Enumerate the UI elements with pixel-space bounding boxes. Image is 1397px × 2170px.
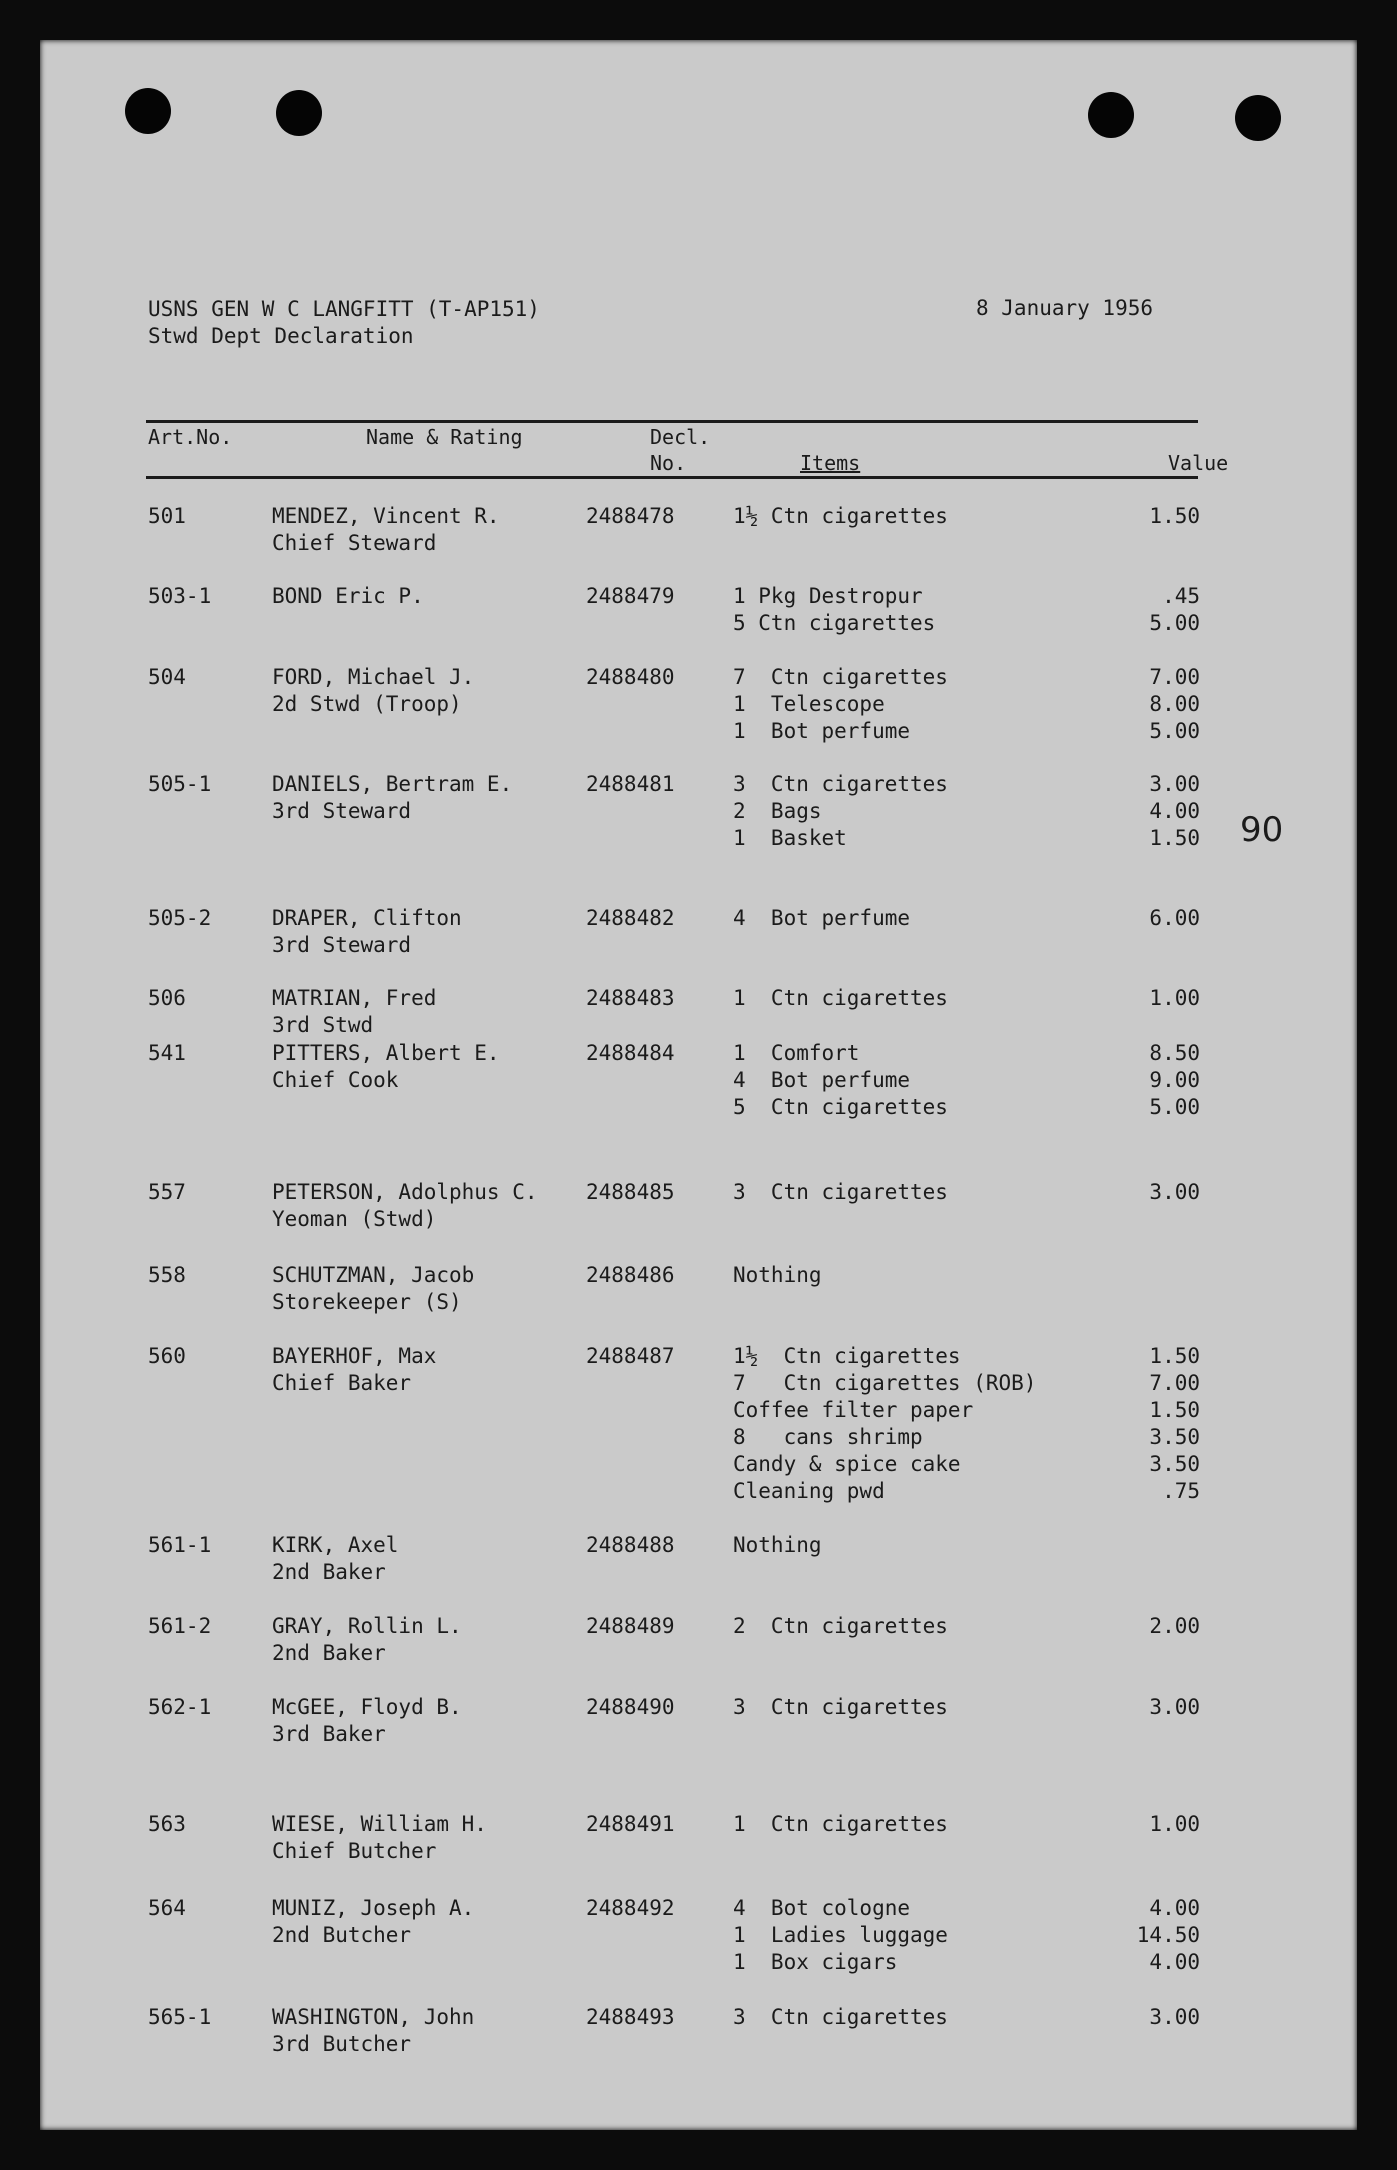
person-rating: 2nd Baker [272,1560,386,1584]
item-value: 3.00 [1149,1180,1200,1204]
art-number: 505-1 [148,772,212,796]
header-rule-bottom [146,476,1198,479]
item-value: 5.00 [1149,719,1200,743]
values-cell [1060,905,1200,932]
name-rating-cell [272,1040,602,1094]
item-value: .75 [1162,1479,1200,1503]
items-cell [733,1262,1173,1289]
name-rating-cell [272,1179,602,1233]
declaration-number: 2488488 [586,1533,675,1557]
person-name: MATRIAN, Fred [272,986,437,1010]
item-line: 4 Bot cologne [733,1896,911,1920]
art-number: 563 [148,1812,186,1836]
item-value: 1.50 [1149,826,1200,850]
declaration-number: 2488490 [586,1695,675,1719]
item-line: 3 Ctn cigarettes [733,772,948,796]
item-value: 1.00 [1149,1812,1200,1836]
art-number: 560 [148,1344,186,1368]
declaration-number: 2488486 [586,1263,675,1287]
values-cell [1060,1694,1200,1721]
person-name: WIESE, William H. [272,1812,487,1836]
values-cell [1060,1040,1200,1121]
item-line: 4 Bot perfume [733,906,911,930]
item-line: Cleaning pwd [733,1479,885,1503]
item-value: 1.50 [1149,1344,1200,1368]
declaration-number: 2488483 [586,986,675,1010]
art-number: 505-2 [148,906,212,930]
declaration-number: 2488492 [586,1896,675,1920]
person-rating: 3rd Stwd [272,1013,374,1037]
art-number: 506 [148,986,186,1010]
item-value: 2.00 [1149,1614,1200,1638]
item-line: Nothing [733,1263,822,1287]
declaration-number: 2488479 [586,584,675,608]
item-line: 3 Ctn cigarettes [733,1695,948,1719]
art-number: 561-1 [148,1533,212,1557]
item-value: 7.00 [1149,1371,1200,1395]
art-number: 541 [148,1041,186,1065]
person-name: KIRK, Axel [272,1533,399,1557]
name-rating-cell [272,771,602,825]
punch-hole [1088,92,1134,138]
person-name: DANIELS, Bertram E. [272,772,513,796]
values-cell [1060,985,1200,1012]
person-name: GRAY, Rollin L. [272,1614,462,1638]
person-name: FORD, Michael J. [272,665,475,689]
name-rating-cell [272,1895,602,1949]
item-line: 8 cans shrimp [733,1425,923,1449]
item-line: Candy & spice cake [733,1452,961,1476]
art-number: 564 [148,1896,186,1920]
item-value: 4.00 [1149,1896,1200,1920]
name-rating-cell [272,1613,602,1667]
name-rating-cell [272,1343,602,1397]
art-number: 501 [148,504,186,528]
item-line: 3 Ctn cigarettes [733,2005,948,2029]
col-items: Items [800,451,861,475]
values-cell [1060,1613,1200,1640]
item-line: 1½ Ctn cigarettes [733,1344,961,1368]
person-name: BOND Eric P. [272,584,424,608]
item-line: Coffee filter paper [733,1398,974,1422]
item-line: 1 Telescope [733,692,885,716]
punch-hole [1235,95,1281,141]
person-rating: Chief Baker [272,1371,412,1395]
person-name: PETERSON, Adolphus C. [272,1180,538,1204]
item-value: 7.00 [1149,665,1200,689]
item-line: 1 Ctn cigarettes [733,1812,948,1836]
item-line: 1 Ctn cigarettes [733,986,948,1010]
name-rating-cell [272,1262,602,1316]
item-value: 3.00 [1149,2005,1200,2029]
item-value: 8.50 [1149,1041,1200,1065]
person-name: PITTERS, Albert E. [272,1041,500,1065]
item-value: 5.00 [1149,611,1200,635]
person-rating: 2nd Baker [272,1641,386,1665]
person-name: WASHINGTON, John [272,2005,475,2029]
name-rating-cell [272,583,602,610]
punch-hole [125,88,171,134]
person-rating: 3rd Butcher [272,2032,412,2056]
item-value: 9.00 [1149,1068,1200,1092]
person-name: McGEE, Floyd B. [272,1695,462,1719]
item-line: 7 Ctn cigarettes (ROB) [733,1371,1037,1395]
person-name: DRAPER, Clifton [272,906,462,930]
person-name: MUNIZ, Joseph A. [272,1896,475,1920]
item-value: 1.00 [1149,986,1200,1010]
item-line: 7 Ctn cigarettes [733,665,948,689]
art-number: 503-1 [148,584,212,608]
item-line: 3 Ctn cigarettes [733,1180,948,1204]
name-rating-cell [272,1811,602,1865]
item-value: 5.00 [1149,1095,1200,1119]
person-name: SCHUTZMAN, Jacob [272,1263,475,1287]
name-rating-cell [272,1532,602,1586]
declaration-number: 2488487 [586,1344,675,1368]
name-rating-cell [272,503,602,557]
item-value: 14.50 [1136,1923,1200,1947]
person-rating: Chief Steward [272,531,437,555]
col-value: Value [1168,451,1229,475]
declaration-number: 2488485 [586,1180,675,1204]
item-line: 1 Pkg Destropur [733,584,923,608]
art-number: 565-1 [148,2005,212,2029]
values-cell [1060,583,1200,637]
declaration-number: 2488489 [586,1614,675,1638]
person-rating: 3rd Steward [272,799,412,823]
ship-name: USNS GEN W C LANGFITT (T-AP151) [148,297,540,321]
declaration-number: 2488481 [586,772,675,796]
art-number: 558 [148,1263,186,1287]
item-value: 1.50 [1149,504,1200,528]
item-line: 1 Bot perfume [733,719,911,743]
person-name: MENDEZ, Vincent R. [272,504,500,528]
art-number: 561-2 [148,1614,212,1638]
declaration-number: 2488478 [586,504,675,528]
punch-hole [276,90,322,136]
person-rating: Storekeeper (S) [272,1290,462,1314]
item-value: 4.00 [1149,799,1200,823]
person-rating: 2d Stwd (Troop) [272,692,462,716]
item-line: 1 Basket [733,826,847,850]
col-art-no: Art.No. [148,425,233,449]
values-cell [1060,1811,1200,1838]
page-number: 90 [1240,810,1284,850]
art-number: 557 [148,1180,186,1204]
item-value: 3.50 [1149,1452,1200,1476]
person-rating: Chief Butcher [272,1839,437,1863]
declaration-number: 2488482 [586,906,675,930]
values-cell [1060,1179,1200,1206]
values-cell [1060,2004,1200,2031]
item-value: 1.50 [1149,1398,1200,1422]
item-line: 5 Ctn cigarettes [733,1095,948,1119]
person-rating: 3rd Steward [272,933,412,957]
person-rating: Yeoman (Stwd) [272,1207,437,1231]
declaration-number: 2488480 [586,665,675,689]
name-rating-cell [272,1694,602,1748]
item-line: 5 Ctn cigarettes [733,611,936,635]
values-cell [1060,771,1200,852]
item-value: 3.00 [1149,1695,1200,1719]
item-line: 4 Bot perfume [733,1068,911,1092]
person-rating: 3rd Baker [272,1722,386,1746]
name-rating-cell [272,664,602,718]
values-cell [1060,1343,1200,1505]
values-cell [1060,664,1200,745]
item-line: 1½ Ctn cigarettes [733,504,948,528]
col-name-rating: Name & Rating [366,425,523,449]
item-value: 8.00 [1149,692,1200,716]
document-date: 8 January 1956 [976,296,1154,320]
name-rating-cell [272,2004,602,2058]
col-decl-2: No. [650,451,687,475]
item-value: 3.00 [1149,772,1200,796]
person-rating: 2nd Butcher [272,1923,412,1947]
item-line: 1 Ladies luggage [733,1923,948,1947]
document-subtitle: Stwd Dept Declaration [148,324,414,348]
person-name: BAYERHOF, Max [272,1344,437,1368]
art-number: 504 [148,665,186,689]
item-line: 2 Ctn cigarettes [733,1614,948,1638]
document-header [148,296,540,350]
art-number: 562-1 [148,1695,212,1719]
item-value: 3.50 [1149,1425,1200,1449]
item-value: 4.00 [1149,1950,1200,1974]
item-value: 6.00 [1149,906,1200,930]
items-cell [733,1532,1173,1559]
person-rating: Chief Cook [272,1068,399,1092]
header-rule-top [146,420,1198,423]
col-decl-1: Decl. [650,425,711,449]
declaration-number: 2488491 [586,1812,675,1836]
item-line: 2 Bags [733,799,822,823]
name-rating-cell [272,985,602,1039]
item-line: 1 Box cigars [733,1950,898,1974]
name-rating-cell [272,905,602,959]
item-line: Nothing [733,1533,822,1557]
item-value: .45 [1162,584,1200,608]
declaration-number: 2488484 [586,1041,675,1065]
item-line: 1 Comfort [733,1041,860,1065]
declaration-number: 2488493 [586,2005,675,2029]
values-cell [1060,1895,1200,1976]
values-cell [1060,503,1200,530]
